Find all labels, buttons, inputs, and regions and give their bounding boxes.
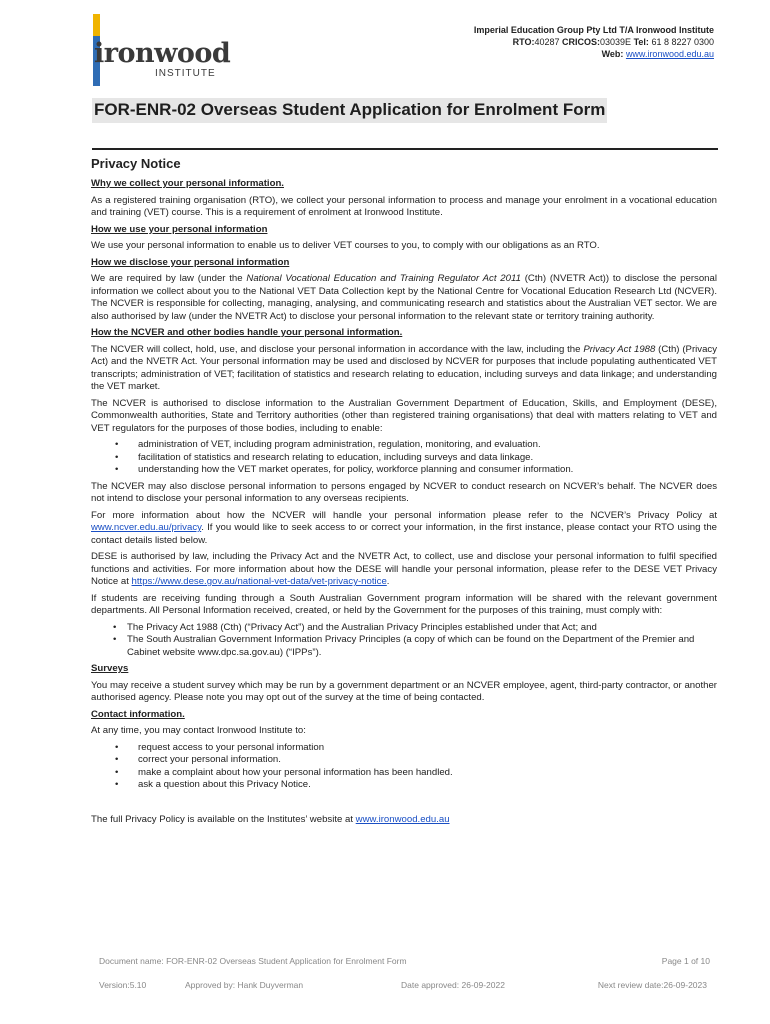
ironwood-logo: [93, 14, 231, 88]
list-item: • request access to your personal information: [91, 742, 717, 755]
telephone: 61 8 8227 0300: [651, 37, 714, 47]
more-info-paragraph: For more information about how the NCVER will handle your personal information please refer to the NCVER’s Privacy Policy at www.ncver.edu.au/privacy. If you would like to seek access to or correct your information, in the first instance, please contact your RTO using the contact details listed below.: [91, 509, 717, 546]
logo-subtitle: INSTITUTE: [155, 68, 216, 79]
footer-date-approved: Date approved: 26-09-2022: [401, 980, 505, 990]
footer-version: Version:5.10: [99, 980, 147, 990]
ncver-privacy-link[interactable]: www.ncver.edu.au/privacy: [91, 522, 202, 533]
rto-number: 40287: [534, 37, 560, 47]
list-item: • The Privacy Act 1988 (Cth) (“Privacy Act”) and the Australian Privacy Principles established under that Act; and: [91, 622, 717, 635]
surveys-heading: Surveys: [91, 663, 129, 674]
ncver-purpose-list: [91, 439, 717, 477]
list-item: • administration of VET, including program administration, regulation, monitoring, and evaluation.: [91, 439, 717, 452]
surveys-paragraph: You may receive a student survey which may be run by a government department or an NCVER employee, agent, third-party contractor, or another authorised agency. Please note you may opt out of the survey at the time of being contacted.: [91, 679, 717, 703]
ncver-paragraph: The NCVER will collect, hold, use, and disclose your personal information in accordance with the law, including the Privacy Act 1988 (Cth) (Privacy Act) and the NVETR Act. Your personal information may be used and disclosed by NCVER for purposes that include populating authenticated VET transcripts; administration of VET; facilitation of statistics and research relating to education, including surveys and data linkage; and understanding the VET market.: [91, 343, 717, 392]
list-item: • understanding how the VET market operates, for policy, workforce planning and consumer information.: [91, 464, 717, 477]
footer-document-name: Document name: FOR-ENR-02 Overseas Student Application for Enrolment Form: [99, 956, 407, 966]
disclose-heading: How we disclose your personal information: [91, 256, 290, 268]
form-title: FOR-ENR-02 Overseas Student Application for Enrolment Form: [92, 98, 607, 123]
list-item: • The South Australian Government Information Privacy Principles (a copy of which can be found on the Department of the Premier and Cabinet website www.dpc.sa.gov.au) (“IPPs”).: [91, 634, 717, 659]
company-name: Imperial Education Group Pty Ltd T/A Ironwood Institute: [473, 25, 714, 35]
ironwood-website-link[interactable]: www.ironwood.edu.au: [355, 813, 450, 825]
sa-compliance-list: [91, 622, 717, 660]
cricos-number: 03039E: [600, 37, 632, 47]
how-use-paragraph: We use your personal information to enable us to deliver VET courses to you, to comply with our obligations as an RTO.: [91, 240, 600, 251]
dese-paragraph: DESE is authorised by law, including the Privacy Act and the NVETR Act, to collect, use and disclose your personal information to fulfil specified functions and activities. For more information about how the DESE will handle your personal information, please refer to the DESE VET Privacy Notice at https://www.dese.gov.au/national-vet-data/vet-privacy-notice.: [91, 551, 717, 587]
contact-list: [91, 742, 717, 792]
contact-heading: Contact information.: [91, 708, 185, 720]
privacy-notice: [91, 156, 717, 830]
sa-funding-paragraph: If students are receiving funding through a South Australian Government program information will be shared with the relevant government departments. All Personal Information received, created, or held by the Government for the purposes of this training, must comply with:: [91, 592, 717, 616]
company-website: Web: www.ironwood.edu.au: [601, 49, 714, 59]
footer-approved-by: Approved by: Hank Duyverman: [185, 980, 304, 990]
company-header: [474, 24, 714, 60]
privacy-heading: Privacy Notice: [91, 156, 181, 171]
dese-privacy-link[interactable]: https://www.dese.gov.au/national-vet-data/vet-privacy-notice: [131, 576, 387, 587]
title-divider: [92, 148, 718, 150]
footer-next-review: Next review date:26-09-2023: [597, 980, 707, 990]
how-use-heading: How we use your personal information: [91, 223, 268, 235]
ncver-also-paragraph: The NCVER may also disclose personal information to persons engaged by NCVER to conduct research on NCVER’s behalf. The NCVER does not intend to disclose your personal information to any overseas recipients.: [91, 480, 717, 504]
contact-paragraph: At any time, you may contact Ironwood Institute to:: [91, 725, 306, 736]
disclose-paragraph: We are required by law (under the National Vocational Education and Training Regulator Act 2011 (Cth) (NVETR Act)) to disclose the personal information we collect about you to the National VET Data Collection kept by the National Centre for Vocational Education Research Ltd (NCVER). The NCVER is responsible for collecting, managing, analysing, and communicating research and statistics about the Australian VET sector. We are also authorised by law (under the NVETR Act) to disclose your personal information to the relevant state or territory training authority.: [91, 273, 717, 322]
why-paragraph: As a registered training organisation (RTO), we collect your personal information to process and manage your enrolment in a vocational education and training (VET) course. This is a requirement of enrolment at Ironwood Institute.: [91, 194, 717, 218]
full-policy-paragraph: The full Privacy Policy is available on the Institutes’ website at www.ironwood.edu.au: [91, 813, 450, 825]
website-link[interactable]: www.ironwood.edu.au: [625, 49, 714, 59]
list-item: • facilitation of statistics and research relating to education, including surveys and data linkage.: [91, 452, 717, 465]
footer-page-number: Page 1 of 10: [661, 956, 710, 966]
list-item: • correct your personal information.: [91, 754, 717, 767]
list-item: • ask a question about this Privacy Notice.: [91, 779, 717, 792]
list-item: • make a complaint about how your personal information has been handled.: [91, 767, 717, 780]
ncver-authorised-paragraph: The NCVER is authorised to disclose information to the Australian Government Department of Education, Skills, and Employment (DESE), Commonwealth authorities, State and Territory authorities (other than registered training organisations) that deal with matters relating to VET and VET regulators for the purposes of those bodies, including to enable:: [91, 397, 717, 434]
why-heading: Why we collect your personal information.: [91, 178, 284, 189]
company-registration: RTO:40287 CRICOS:03039E Tel: 61 8 8227 0300: [512, 37, 714, 47]
ncver-heading: How the NCVER and other bodies handle your personal information.: [91, 327, 403, 338]
logo-wordmark: ironwood: [94, 38, 231, 69]
